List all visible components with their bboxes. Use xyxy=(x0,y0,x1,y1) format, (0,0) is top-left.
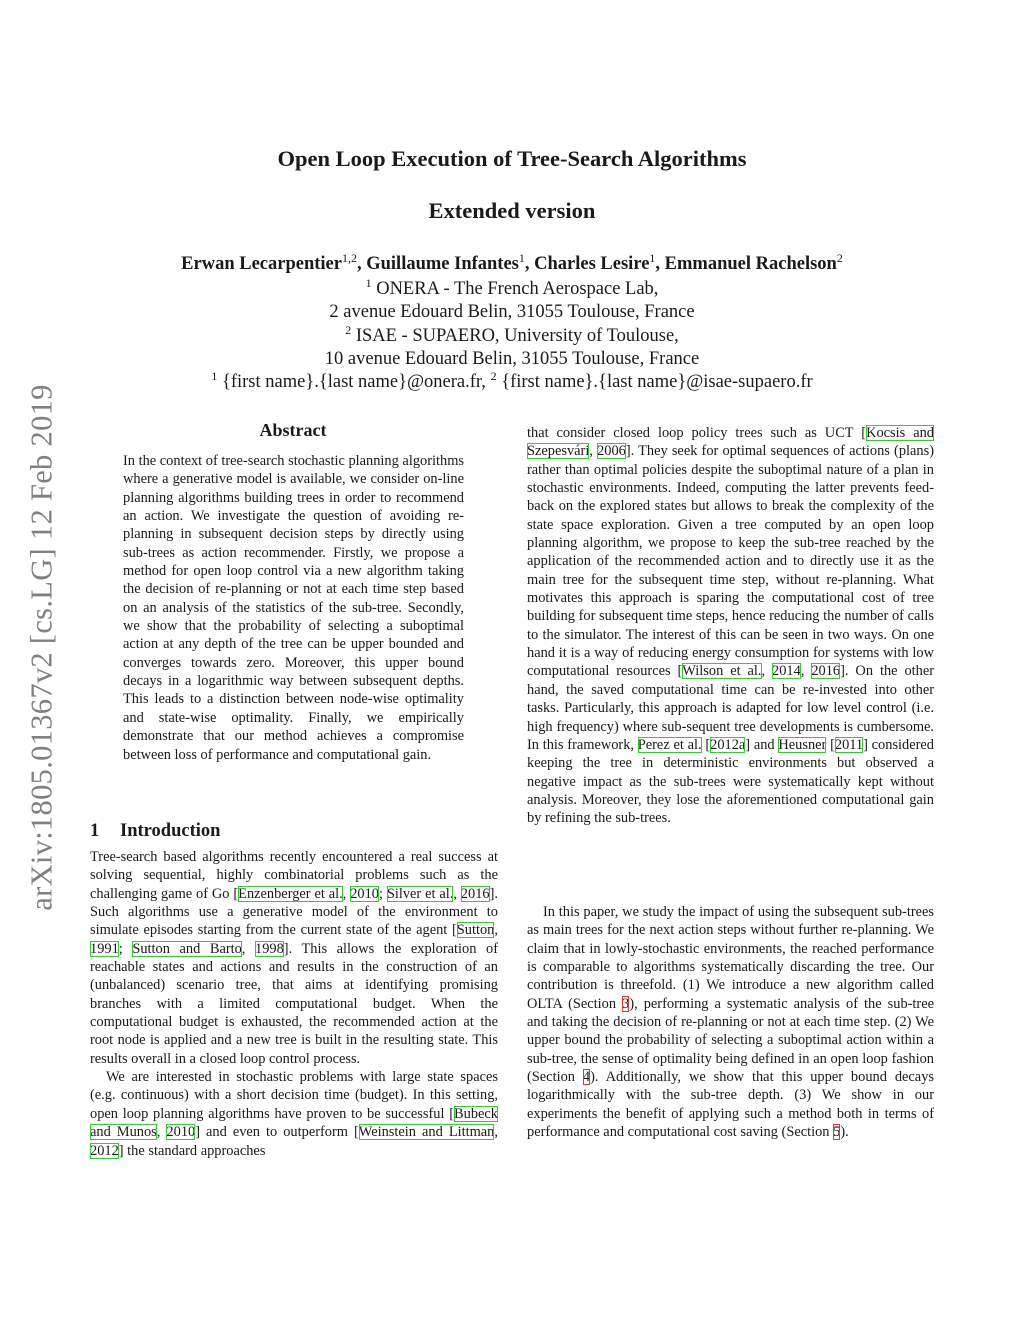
citation-link[interactable]: 2010 xyxy=(350,885,379,902)
text-run: , xyxy=(761,663,773,680)
text-run: that consider closed loop policy trees such as UCT [ xyxy=(527,425,867,441)
text-run: ] considered keeping the tree in deterministic environments but observed a negative impact as the sub-trees were systematically kept without analysis. Moreover, they lose the aforementioned computational gain by refining the sub-trees. xyxy=(527,736,934,827)
author-separator: , xyxy=(524,254,535,274)
citation-link[interactable]: Sutton xyxy=(456,922,495,939)
author-affiliation-mark: 1 xyxy=(649,250,656,265)
section-reference-link[interactable]: 3 xyxy=(622,995,630,1012)
citation-link[interactable]: 2012a xyxy=(710,736,746,753)
author-name: Erwan Lecarpentier xyxy=(181,254,342,274)
text-run: ]. Such algorithms use a generative model of the environment to simulate episodes starting from the current state of the agent [ xyxy=(90,885,498,939)
paper-subtitle: Extended version xyxy=(428,198,596,223)
text-run: , xyxy=(494,922,498,939)
citation-link[interactable]: Kocsis and Szepesvári xyxy=(527,425,934,460)
intro-paragraph-2 xyxy=(90,1068,498,1160)
introduction-body xyxy=(90,848,498,1160)
section-number: 1 xyxy=(90,821,100,841)
abstract-text: In the context of tree-search stochastic planning algorithms where a generative model is available, we consider on-line planning algorithms building trees in order to recommend an action. We investigate the question of avoiding re-planning in subsequent decision steps by directly using sub-trees as action recommender. Firstly, we propose a method for open loop control via a new algorithm taking the decision of re-planning or not at each time step based on an analysis of the statistics of the sub-tree. Secondly, we show that the probability of selecting a suboptimal action at any depth of the tree can be upper bounded and converges towards zero. Moreover, this upper bound decays in a logarithmic way between subsequent depths. This leads to a distinction between node-wise optimality and state-wise optimality. Finally, we empirically demonstrate that our method achieves a compromise between loss of performance and computational gain. xyxy=(123,453,464,763)
text-run: , xyxy=(156,1124,167,1141)
citation-link[interactable]: 2010 xyxy=(166,1124,196,1141)
paper-title: Open Loop Execution of Tree-Search Algorithms xyxy=(277,146,747,171)
citation-link[interactable]: 1991 xyxy=(90,940,119,957)
affiliation-1-address: 2 avenue Edouard Belin, 31055 Toulouse, France xyxy=(329,302,695,323)
citation-link[interactable]: 2014 xyxy=(772,663,801,680)
email-mark: 1 xyxy=(211,369,218,384)
citation-text: Enzenberger et al. xyxy=(238,885,343,902)
intro-paragraph-1 xyxy=(90,848,498,1068)
text-run: , xyxy=(494,1124,498,1141)
text-run: ). xyxy=(840,1124,849,1141)
affiliation-2 xyxy=(0,322,1024,348)
author-list xyxy=(0,250,1024,275)
email-onera[interactable]: {first name}.{last name}@onera.fr, xyxy=(221,372,486,393)
citation-link[interactable]: Wilson et al. xyxy=(682,663,762,680)
arxiv-stamp xyxy=(22,352,62,942)
text-run: , xyxy=(241,940,255,957)
right-column-paragraph-1 xyxy=(527,424,934,828)
text-run: [ xyxy=(701,736,711,753)
affiliation-mark: 1 xyxy=(365,275,372,290)
section-reference-link[interactable]: 4 xyxy=(582,1069,591,1086)
text-run: ]. They seek for optimal sequences of actions (plans) rather than optimal policies despite the suboptimal nature of a plan in stochastic environments. Indeed, computing the latter prevents feed-back on the explored states but allows to break the complexity of the state space exploration. Given a tree computed by an open loop planning algorithm, we propose to keep the sub-tree reached by the application of the recommended action and to directly use it as the main tree for the subsequent time step, without re-planning. What motivates this approach is sparing the computational cost of tree building for subsequent time steps, hence reducing the number of calls to the simulator. The interest of this can be seen in two ways. On one hand it is a way of reducing energy consumption for systems with low computational resources [ xyxy=(527,443,934,680)
affiliation-2-address: 10 avenue Edouard Belin, 31055 Toulouse, France xyxy=(324,348,700,369)
intro-paragraph-3 xyxy=(527,424,934,828)
text-run: ] the standard approaches xyxy=(118,1142,266,1159)
author-emails xyxy=(0,371,1024,394)
author-affiliation-mark: 2 xyxy=(836,250,843,265)
text-run: [ xyxy=(826,736,835,753)
affiliation-1 xyxy=(0,275,1024,301)
text-run: Tree-search based algorithms recently encountered a real success at solving sequential, highly combinatorial problems such as the challenging game of Go [ xyxy=(90,849,498,902)
citation-link[interactable]: 2012 xyxy=(90,1142,119,1159)
citation-link[interactable]: 2011 xyxy=(834,736,864,753)
author-affiliation-mark: 1 xyxy=(518,250,525,265)
text-run: ), performing a systematic analysis of the sub-tree and taking the decision of re-planning or not at each time step. (2) We upper bound the probability of selecting a suboptimal action within a sub-tree, the sense of optimality being defined in an open loop fashion (Section xyxy=(527,995,934,1086)
text-run: ; xyxy=(378,885,387,902)
text-run: ; xyxy=(118,940,133,957)
author-separator: , xyxy=(655,254,665,274)
citation-link[interactable] xyxy=(238,886,343,902)
section-reference-link[interactable]: 5 xyxy=(833,1124,841,1141)
text-run: ]. On the other hand, the saved computational time can be re-invested into other tasks. Particularly, this approach is adapted for low level control (i.e. high frequency) where sub-sequent tree developments is cumbersome. In this framework, xyxy=(527,663,935,753)
email-mark: 2 xyxy=(490,369,497,384)
text-run: ]. This allows the exploration of reachable states and actions and results in the construction of an (unbalanced) scenario tree, that aims at identifying promising branches with a limited computational budget. When the computational budget is exhausted, the recommended action at the root node is applied and a new tree is built in the resulting state. This results overall in a closed loop control process. xyxy=(90,940,498,1067)
citation-link[interactable]: Weinstein and Littman xyxy=(358,1124,495,1141)
right-column-paragraph-2 xyxy=(527,903,934,1141)
text-run: , xyxy=(589,443,598,460)
affiliation-name: ONERA - The French Aerospace Lab, xyxy=(376,279,659,299)
text-run: ] and even to outperform [ xyxy=(195,1124,359,1141)
citation-link[interactable]: 2016 xyxy=(811,663,841,680)
citation-link[interactable]: Perez et al. xyxy=(637,736,702,753)
section-title: Introduction xyxy=(120,821,221,841)
affiliation-mark: 2 xyxy=(345,322,352,337)
author-separator: , xyxy=(356,254,367,274)
author-affiliation-mark: 1,2 xyxy=(341,250,357,265)
citation-link[interactable]: Heusner xyxy=(778,736,827,753)
text-run: , xyxy=(453,885,461,902)
affiliations xyxy=(0,275,1024,394)
citation-link[interactable]: 1998 xyxy=(255,940,284,957)
citation-link[interactable]: Silver et al. xyxy=(386,885,454,902)
intro-paragraph-4 xyxy=(527,903,934,1141)
text-run: , xyxy=(342,885,351,902)
affiliation-name: ISAE - SUPAERO, University of Toulouse, xyxy=(355,325,679,346)
email-isae[interactable]: {first name}.{last name}@isae-supaero.fr xyxy=(501,372,813,393)
author-name: Guillaume Infantes xyxy=(366,254,519,274)
citation-link[interactable]: Bubeck and Munos xyxy=(90,1105,498,1141)
abstract-section xyxy=(123,452,464,764)
citation-link[interactable]: 2016 xyxy=(460,885,490,902)
text-run: , xyxy=(800,663,812,680)
text-run: We are interested in stochastic problems with large state spaces (e.g. continuous) with a short decision time (budget). In this setting, open loop planning algorithms have proven to be successful [ xyxy=(90,1069,498,1122)
citation-link[interactable]: 2006 xyxy=(597,443,626,460)
author-name: Emmanuel Rachelson xyxy=(664,254,837,274)
abstract-heading: Abstract xyxy=(259,420,327,440)
citation-link[interactable]: Sutton and Barto xyxy=(132,940,242,957)
arxiv-id: arXiv:1805.01367v2 [cs.LG] 12 Feb 2019 xyxy=(24,383,59,911)
text-run: In this paper, we study the impact of using the subsequent sub-trees as main trees for the next action steps without further re-planning. We claim that in lowly-stochastic environments, the reached performance is comparable to algorithms systematically discarding the tree. Our contribution is threefold. (1) We introduce a new algorithm called OLTA (Section xyxy=(527,904,934,1012)
author-name: Charles Lesire xyxy=(534,254,650,274)
section-heading-introduction xyxy=(90,821,220,842)
text-run: ). Additionally, we show that this upper bound decays logarithmically with the sub-tree depth. (3) We show in our experiments the benefit of applying such a method both in terms of performance and computational cost saving (Section xyxy=(527,1069,934,1141)
text-run: ] and xyxy=(745,736,779,753)
